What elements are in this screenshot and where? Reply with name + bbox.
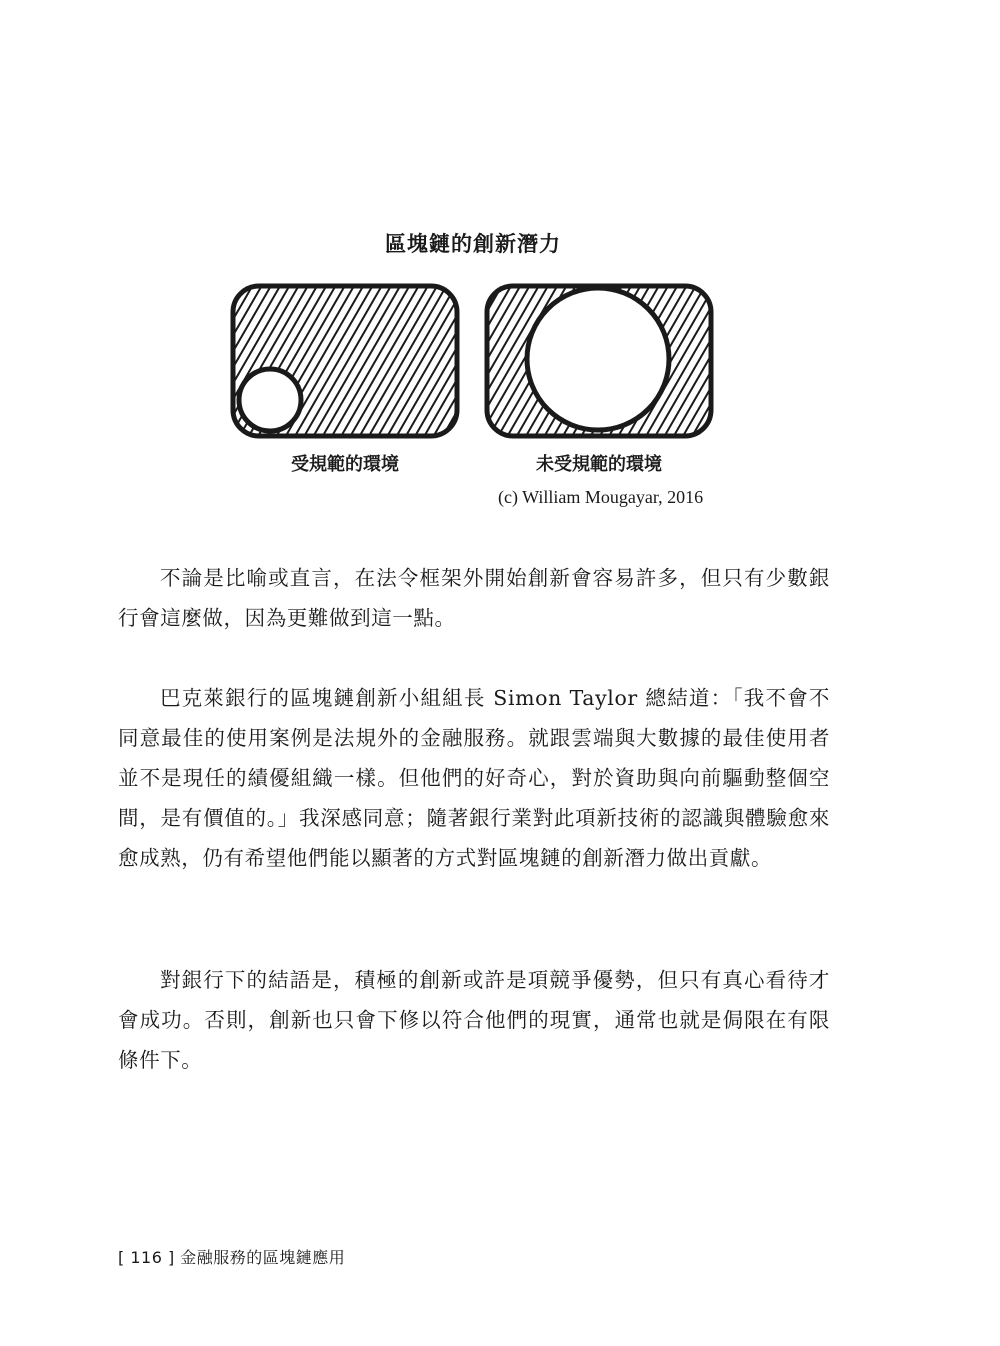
page-number: [ 116 ] (118, 1248, 175, 1267)
innovation-diagram (220, 276, 730, 456)
regulated-environment-label: 受規範的環境 (291, 454, 399, 475)
book-title: 金融服務的區塊鏈應用 (180, 1248, 346, 1267)
body-paragraph-2: 巴克萊銀行的區塊鏈創新小組組長 Simon Taylor 總結道：「我不會不同意最佳的使用案例是法規外的金融服務。就跟雲端與大數據的最佳使用者並不是現任的績優組織一樣。但他們的好奇心，對於資助與向前驅動整個空間，是有價值的。」我深感同意；隨著銀行業對此項新技術的認識與體驗愈來愈成熟，仍有希望他們能以顯著的方式對區塊鏈的創新潛力做出貢獻。 (118, 686, 830, 870)
body-paragraph-3: 對銀行下的結語是，積極的創新或許是項競爭優勢，但只有真心看待才會成功。否則，創新也只會下修以符合他們的現實，通常也就是侷限在有限條件下。 (118, 968, 830, 1072)
large-innovation-circle (527, 288, 669, 430)
unregulated-environment-panel (487, 286, 711, 436)
unregulated-environment-label: 未受規範的環境 (536, 454, 662, 475)
small-innovation-circle (239, 369, 301, 431)
figure-title: 區塊鏈的創新潛力 (385, 232, 561, 256)
figure-credit: (c) William Mougayar, 2016 (498, 487, 704, 507)
body-paragraph-1: 不論是比喻或直言，在法令框架外開始創新會容易許多，但只有少數銀行會這麼做，因為更難做到這一點。 (118, 566, 830, 630)
regulated-environment-panel (233, 286, 457, 436)
page-footer (118, 1245, 345, 1268)
